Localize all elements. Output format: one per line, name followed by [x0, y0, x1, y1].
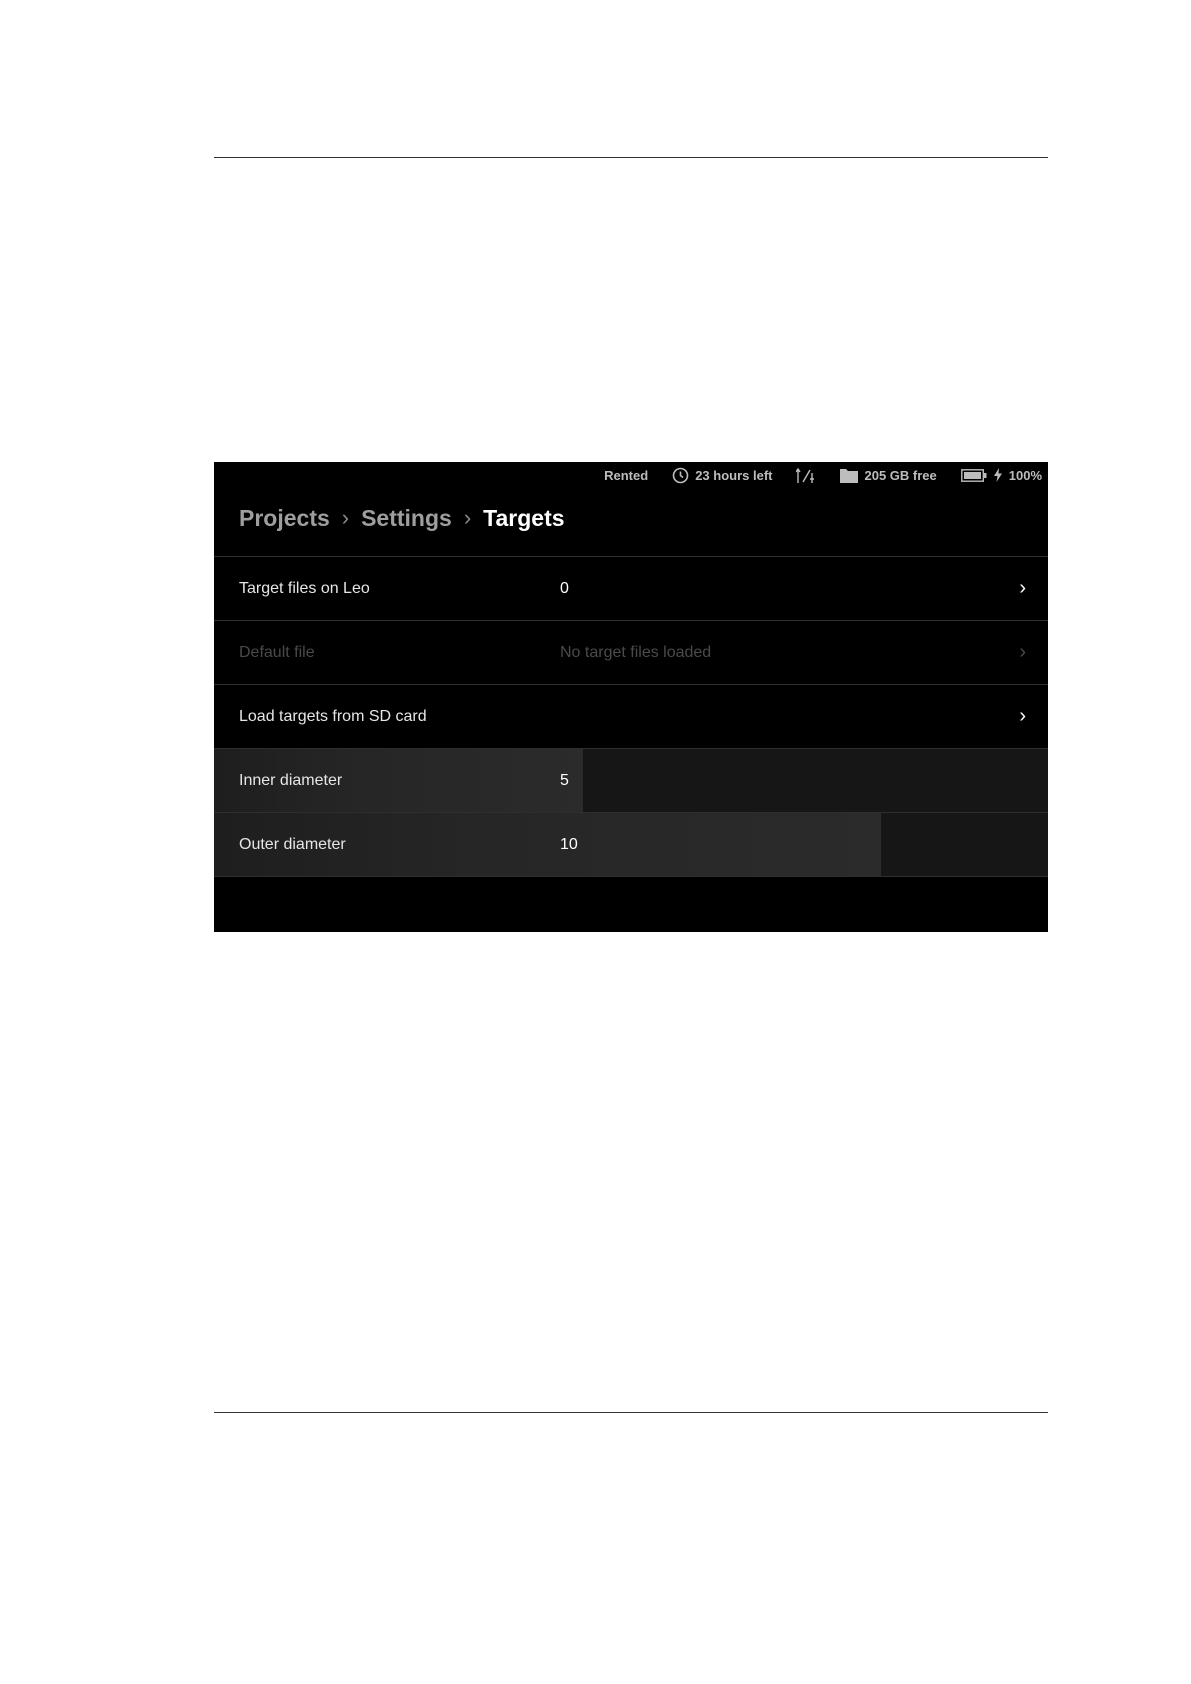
breadcrumb-separator-icon: › [341, 505, 350, 530]
settings-list [214, 556, 1048, 877]
slider-value: 5 [560, 771, 569, 789]
status-bar [604, 462, 1042, 488]
breadcrumb [239, 498, 565, 538]
outer-diameter-slider[interactable] [214, 812, 1048, 877]
breadcrumb-separator-icon: › [463, 505, 472, 530]
setting-label: Target files on Leo [239, 579, 370, 597]
page-bottom-rule [214, 1412, 1048, 1413]
clock-icon [672, 467, 689, 484]
time-left-indicator [672, 467, 772, 484]
setting-label: Inner diameter [239, 771, 343, 789]
storage-text: 205 GB free [864, 467, 937, 483]
setting-label: Default file [239, 643, 315, 661]
device-screen [214, 462, 1048, 932]
setting-label: Outer diameter [239, 835, 346, 853]
battery-percent: 100% [1008, 467, 1042, 483]
chevron-right-icon: › [1019, 641, 1026, 663]
battery-indicator [961, 468, 1042, 483]
setting-label: Load targets from SD card [239, 707, 427, 725]
chevron-right-icon: › [1019, 705, 1026, 727]
slider-value: 10 [560, 835, 578, 853]
breadcrumb-targets: Targets [483, 504, 565, 531]
satellite-signal-icon [796, 467, 816, 484]
inner-diameter-slider[interactable] [214, 748, 1048, 812]
setting-value: 0 [560, 579, 569, 597]
breadcrumb-settings[interactable]: Settings [361, 504, 452, 531]
setting-value: No target files loaded [560, 643, 712, 661]
breadcrumb-projects[interactable]: Projects [239, 504, 330, 531]
storage-indicator [840, 468, 936, 483]
chevron-right-icon: › [1019, 577, 1026, 599]
setting-row-default-file [214, 620, 1048, 684]
setting-row-target-files[interactable] [214, 556, 1048, 620]
folder-icon [840, 468, 858, 483]
page-top-rule [214, 157, 1048, 158]
license-status: Rented [604, 467, 649, 483]
time-left-text: 23 hours left [695, 467, 773, 483]
bolt-icon [993, 468, 1003, 482]
battery-icon [961, 469, 987, 482]
setting-row-load-targets[interactable] [214, 684, 1048, 748]
